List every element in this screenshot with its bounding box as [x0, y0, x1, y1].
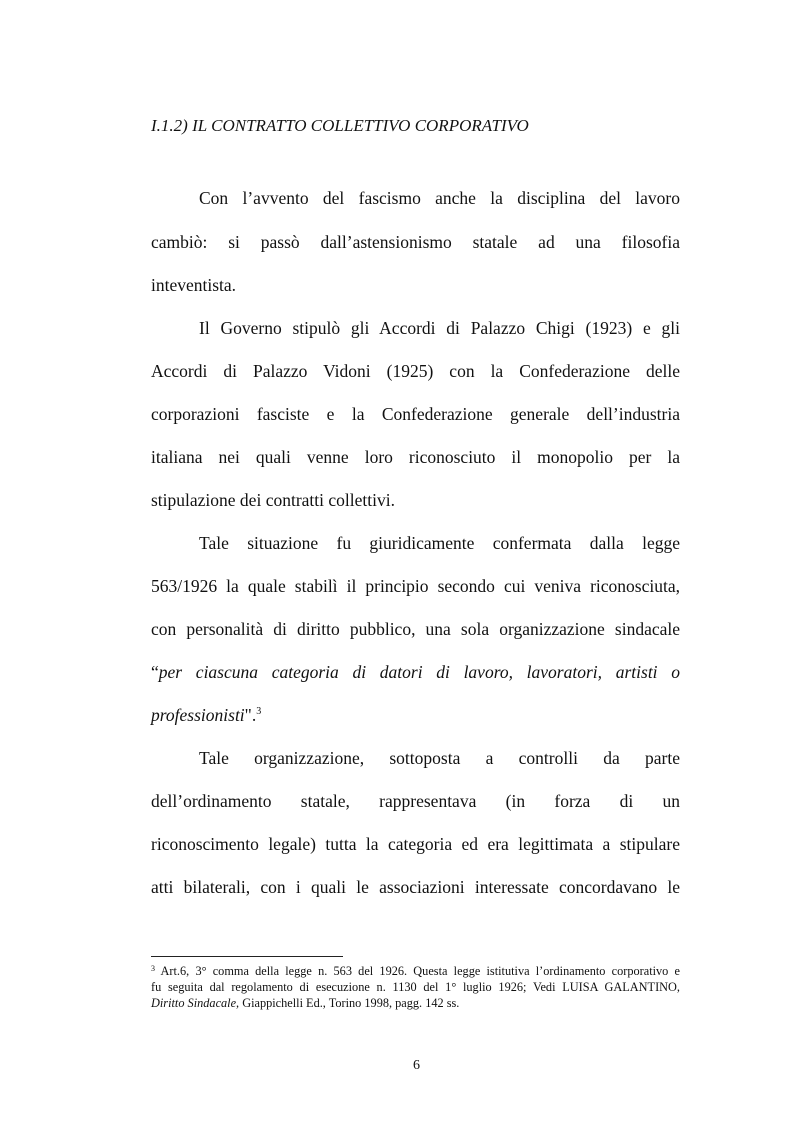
quoted-text: per ciascuna categoria di datori di lavoro, lavoratori, artisti o: [158, 662, 680, 682]
footnote-number: 3: [151, 964, 155, 973]
paragraph-1-line-3: inteventista.: [151, 275, 237, 295]
open-quote: “: [151, 662, 159, 682]
paragraph-4-line-2: dell’ordinamento statale, rappresentava (in forza di un: [151, 791, 680, 811]
paragraph-2-line-5: stipulazione dei contratti collettivi.: [151, 490, 395, 510]
footnote-separator: [151, 956, 343, 957]
footnote-text-1: Art.6, 3° comma della legge n. 563 del 1926. Questa legge istitutiva l’ordinamento corporativo e: [155, 964, 680, 978]
footnote-line-1: [151, 963, 680, 979]
paragraph-1-line-2: cambiò: si passò dall’astensionismo statale ad una filosofia: [151, 232, 680, 252]
paragraph-2-line-4: italiana nei quali venne loro riconosciuto il monopolio per la: [151, 447, 680, 467]
paragraph-3-line-2: 563/1926 la quale stabilì il principio secondo cui veniva riconosciuta,: [151, 576, 680, 596]
paragraph-1-line-1: Con l’avvento del fascismo anche la disciplina del lavoro: [199, 188, 680, 208]
paragraph-2-line-3: corporazioni fasciste e la Confederazione generale dell’industria: [151, 404, 680, 424]
paragraph-3-line-4: [151, 661, 680, 683]
footnote-reference: 3: [256, 706, 262, 717]
paragraph-3-line-5: [151, 704, 680, 726]
paragraph-2-line-2: Accordi di Palazzo Vidoni (1925) con la Confederazione delle: [151, 361, 680, 381]
paragraph-4-line-4: atti bilaterali, con i quali le associazioni interessate concordavano le: [151, 877, 680, 897]
paragraph-3-line-3: con personalità di diritto pubblico, una sola organizzazione sindacale: [151, 619, 680, 639]
footnote-line-2: fu seguita dal regolamento di esecuzione n. 1130 del 1° luglio 1926; Vedi LUISA GALANTINO,: [151, 980, 680, 994]
paragraph-4-line-1: Tale organizzazione, sottoposta a controlli da parte: [199, 748, 680, 768]
paragraph-4-line-3: riconoscimento legale) tutta la categoria ed era legittimata a stipulare: [151, 834, 680, 854]
footnote-book-title: Diritto Sindacale,: [151, 996, 240, 1010]
footnote-text-3: Giappichelli Ed., Torino 1998, pagg. 142 ss.: [239, 996, 460, 1010]
close-quote: ".: [244, 705, 257, 725]
section-heading: I.1.2) IL CONTRATTO COLLETTIVO CORPORATIVO: [151, 116, 529, 135]
paragraph-2-line-1: Il Governo stipulò gli Accordi di Palazzo Chigi (1923) e gli: [199, 318, 680, 338]
quoted-text-end: professionisti: [151, 705, 245, 725]
footnote-line-3: [151, 995, 680, 1011]
page-number: 6: [413, 1058, 420, 1073]
paragraph-3-line-1: Tale situazione fu giuridicamente confermata dalla legge: [199, 533, 680, 553]
